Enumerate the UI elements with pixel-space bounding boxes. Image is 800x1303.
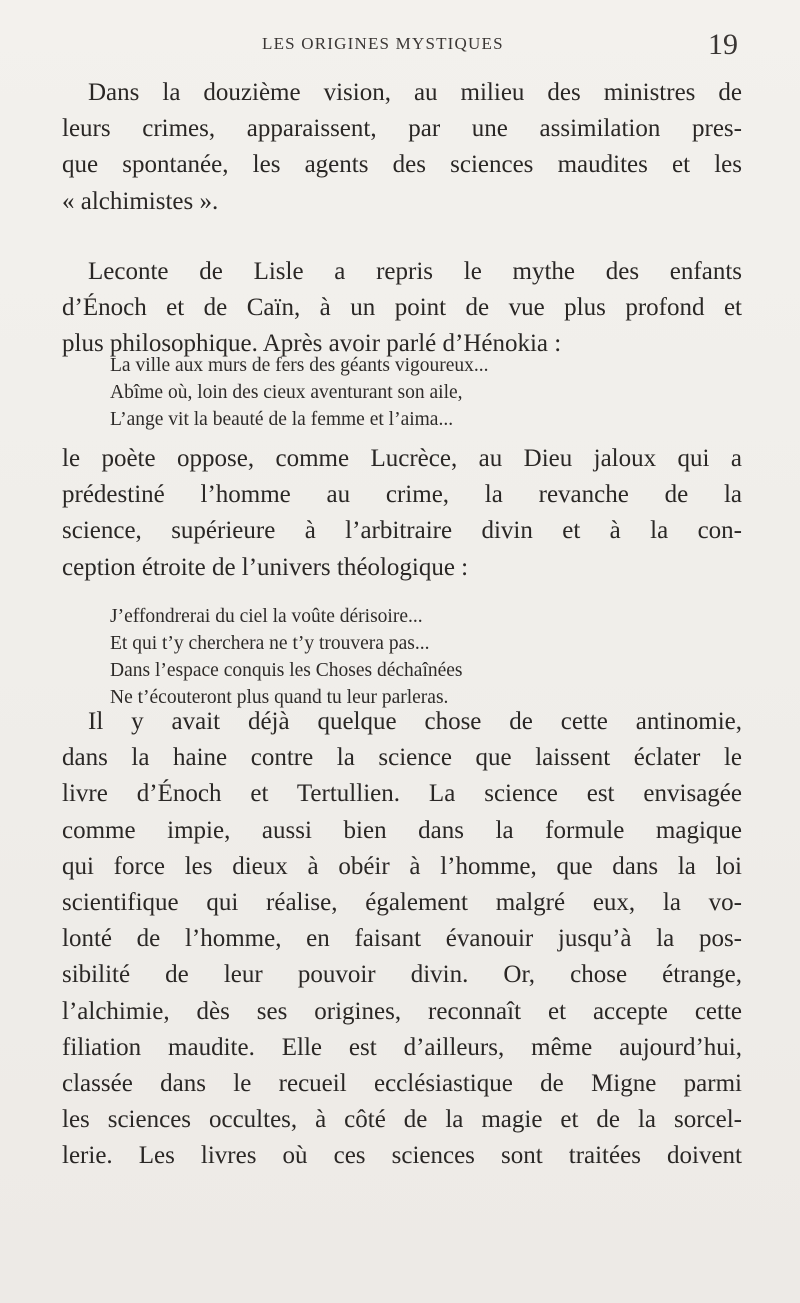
paragraph-3 (62, 441, 742, 586)
text-line: plus philosophique. Après avoir parlé d’Hénokia : (62, 330, 562, 358)
text-line: leurs crimes, apparaissent, par une assimilation pres- (62, 115, 742, 143)
verse-quotation-1 (62, 352, 489, 433)
text-line: filiation maudite. Elle est d’ailleurs, même aujourd’hui, (62, 1033, 742, 1061)
verse-line: La ville aux murs de fers des géants vigoureux... (110, 355, 489, 376)
verse-line: J’effondrerai du ciel la voûte dérisoire... (110, 606, 423, 627)
text-line: lerie. Les livres où ces sciences sont traitées doivent (62, 1142, 742, 1170)
text-line: science, supérieure à l’arbitraire divin et à la con- (62, 517, 742, 545)
verse-line: Dans l’espace conquis les Choses déchaînées (110, 660, 463, 681)
paragraph-4 (62, 704, 742, 1175)
text-line: que spontanée, les agents des sciences maudites et les (62, 151, 742, 179)
text-line: le poète oppose, comme Lucrèce, au Dieu jaloux qui a (62, 445, 742, 472)
verse-line: Ne t’écouteront plus quand tu leur parleras. (110, 687, 449, 708)
text-line: d’Énoch et de Caïn, à un point de vue plus profond et (62, 294, 742, 322)
text-line: Il y avait déjà quelque chose de cette antinomie, (88, 708, 742, 735)
text-line: dans la haine contre la science que laissent éclater le (62, 744, 742, 772)
text-line: livre d’Énoch et Tertullien. La science est envisagée (62, 780, 742, 808)
text-line: Leconte de Lisle a repris le mythe des enfants (88, 258, 742, 285)
text-line: qui force les dieux à obéir à l’homme, que dans la loi (62, 852, 742, 880)
paragraph-2 (62, 254, 742, 363)
verse-line: L’ange vit la beauté de la femme et l’aima... (110, 409, 454, 430)
text-line: Dans la douzième vision, au milieu des ministres de (88, 79, 742, 106)
verse-quotation-2 (62, 603, 463, 711)
text-line: prédestiné l’homme au crime, la revanche de la (62, 481, 742, 509)
text-line: l’alchimie, dès ses origines, reconnaît et accepte cette (62, 997, 742, 1025)
text-line: ception étroite de l’univers théologique : (62, 553, 469, 581)
paragraph-1 (62, 75, 742, 220)
text-line: les sciences occultes, à côté de la magie et de la sorcel- (62, 1106, 742, 1134)
text-line: classée dans le recueil ecclésiastique de Migne parmi (62, 1070, 742, 1098)
verse-line: Et qui t’y cherchera ne t’y trouvera pas... (110, 633, 430, 654)
verse-line: Abîme où, loin des cieux aventurant son aile, (110, 382, 463, 403)
text-line: « alchimistes ». (62, 187, 219, 215)
running-title: LES ORIGINES MYSTIQUES (262, 34, 504, 53)
text-line: comme impie, aussi bien dans la formule magique (62, 816, 742, 844)
running-head (0, 28, 800, 68)
text-line: lonté de l’homme, en faisant évanouir jusqu’à la pos- (62, 925, 742, 953)
text-line: scientifique qui réalise, également malgré eux, la vo- (62, 889, 742, 917)
text-line: sibilité de leur pouvoir divin. Or, chose étrange, (62, 961, 742, 989)
page-number: 19 (708, 28, 738, 61)
